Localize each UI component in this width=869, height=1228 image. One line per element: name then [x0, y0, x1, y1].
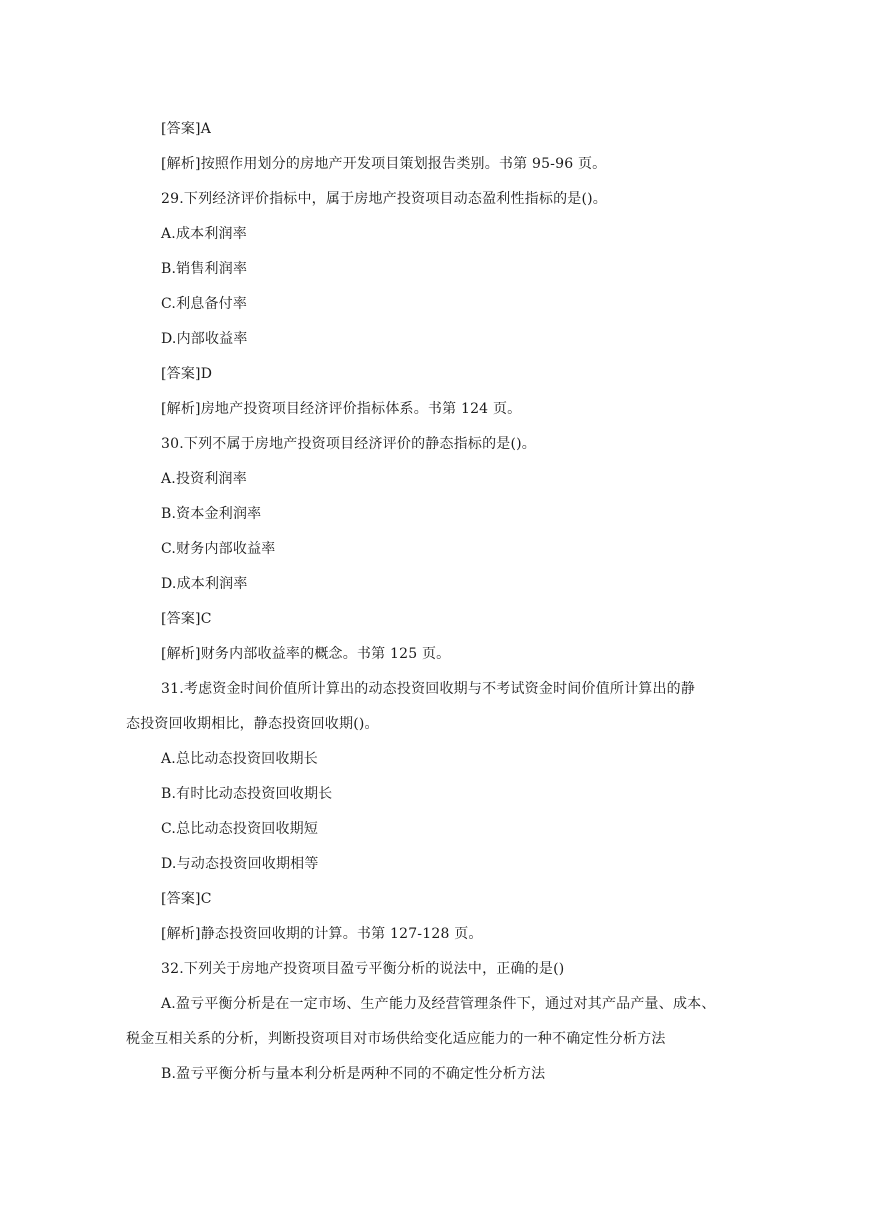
q30-option-b: B.资本金利润率: [161, 506, 262, 522]
q29-option-c: C.利息备付率: [161, 296, 248, 312]
answer-29: [答案]D: [161, 366, 213, 382]
q30-option-a: A.投资利润率: [161, 471, 247, 487]
q31-option-d: D.与动态投资回收期相等: [161, 856, 319, 872]
analysis-28: [解析]按照作用划分的房地产开发项目策划报告类别。书第 95-96 页。: [161, 156, 607, 172]
question-29: 29.下列经济评价指标中，属于房地产投资项目动态盈利性指标的是()。: [161, 191, 607, 207]
question-30: 30.下列不属于房地产投资项目经济评价的静态指标的是()。: [161, 436, 536, 452]
answer-31: [答案]C: [161, 891, 212, 907]
answer-28: [答案]A: [161, 121, 212, 137]
question-31-line2: 态投资回收期相比，静态投资回收期()。: [126, 716, 379, 732]
question-32: 32.下列关于房地产投资项目盈亏平衡分析的说法中，正确的是(): [161, 961, 565, 977]
q30-option-d: D.成本利润率: [161, 576, 248, 592]
q29-option-a: A.成本利润率: [161, 226, 247, 242]
answer-30: [答案]C: [161, 611, 212, 627]
q30-option-c: C.财务内部收益率: [161, 541, 276, 557]
q31-option-a: A.总比动态投资回收期长: [161, 751, 318, 767]
q29-option-d: D.内部收益率: [161, 331, 248, 347]
q29-option-b: B.销售利润率: [161, 261, 248, 277]
q31-option-c: C.总比动态投资回收期短: [161, 821, 319, 837]
analysis-30: [解析]财务内部收益率的概念。书第 125 页。: [161, 646, 451, 662]
q31-option-b: B.有时比动态投资回收期长: [161, 786, 333, 802]
question-31-line1: 31.考虑资金时间价值所计算出的动态投资回收期与不考试资金时间价值所计算出的静: [161, 681, 696, 697]
analysis-29: [解析]房地产投资项目经济评价指标体系。书第 124 页。: [161, 401, 522, 417]
q32-option-a-line1: A.盈亏平衡分析是在一定市场、生产能力及经营管理条件下，通过对其产品产量、成本、: [161, 996, 716, 1012]
analysis-31: [解析]静态投资回收期的计算。书第 127-128 页。: [161, 926, 483, 942]
q32-option-b: B.盈亏平衡分析与量本利分析是两种不同的不确定性分析方法: [161, 1066, 546, 1082]
q32-option-a-line2: 税金互相关系的分析，判断投资项目对市场供给变化适应能力的一种不确定性分析方法: [126, 1031, 666, 1047]
